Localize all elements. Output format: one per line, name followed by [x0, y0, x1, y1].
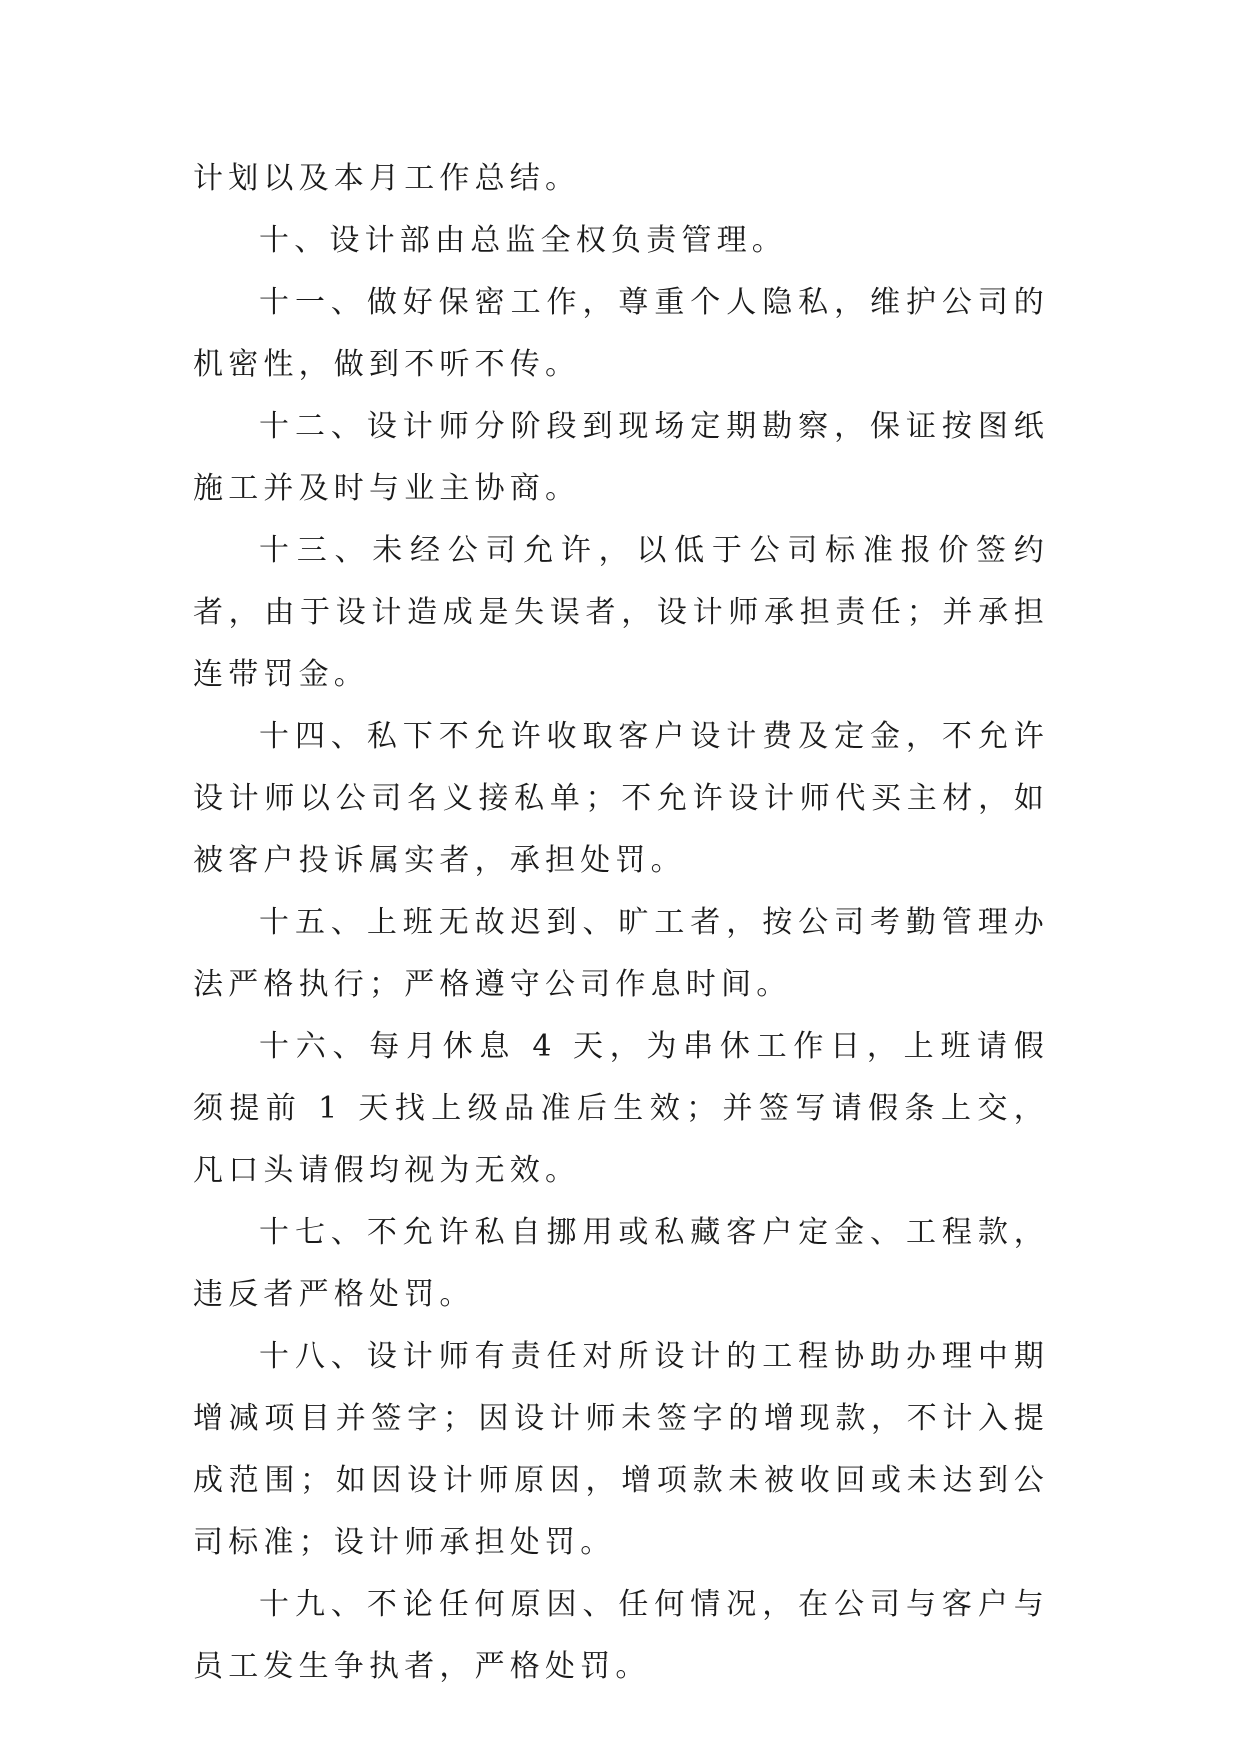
paragraph-item-18: 十八、设计师有责任对所设计的工程协助办理中期增减项目并签字；因设计师未签字的增现款，不计入提成范围；如因设计师原因，增项款未被收回或未达到公司标准；设计师承担处罚。 [193, 1339, 1049, 1560]
paragraph-item-10: 十、设计部由总监全权负责管理。 [259, 223, 787, 258]
paragraph-item-15: 十五、上班无故迟到、旷工者，按公司考勤管理办法严格执行；严格遵守公司作息时间。 [193, 905, 1049, 1002]
paragraph-item-14: 十四、私下不允许收取客户设计费及定金，不允许设计师以公司名义接私单；不允许设计师代买主材，如被客户投诉属实者，承担处罚。 [193, 719, 1049, 878]
paragraph-item-11: 十一、做好保密工作，尊重个人隐私，维护公司的机密性，做到不听不传。 [193, 285, 1049, 382]
paragraph-continuation: 计划以及本月工作总结。 [193, 161, 581, 196]
document-body [193, 148, 1049, 1698]
paragraph-item-19: 十九、不论任何原因、任何情况，在公司与客户与员工发生争执者，严格处罚。 [193, 1587, 1049, 1684]
paragraph-item-17: 十七、不允许私自挪用或私藏客户定金、工程款，违反者严格处罚。 [193, 1215, 1049, 1312]
paragraph-item-13: 十三、未经公司允许，以低于公司标准报价签约者，由于设计造成是失误者，设计师承担责任；并承担连带罚金。 [193, 533, 1049, 692]
paragraph-item-12: 十二、设计师分阶段到现场定期勘察，保证按图纸施工并及时与业主协商。 [193, 409, 1049, 506]
paragraph-item-16: 十六、每月休息 4 天，为串休工作日，上班请假须提前 1 天找上级品准后生效；并签写请假条上交，凡口头请假均视为无效。 [193, 1029, 1049, 1188]
